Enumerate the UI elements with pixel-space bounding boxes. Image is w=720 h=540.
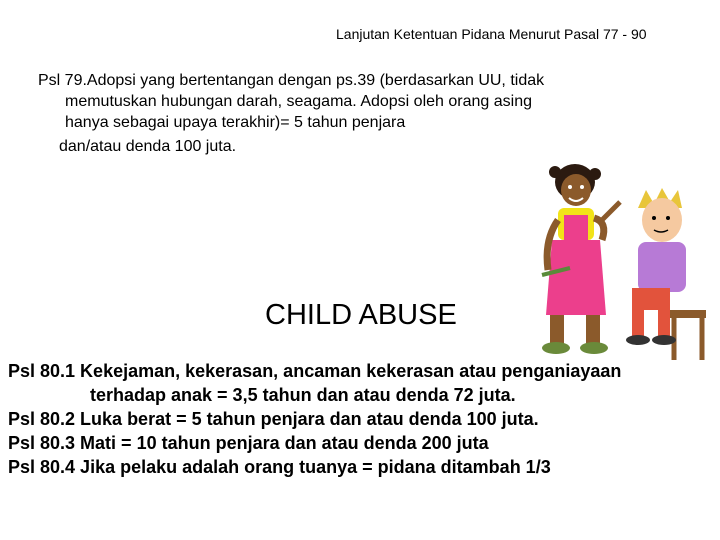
rule-80-2: Psl 80.2 Luka berat = 5 tahun penjara dan atau denda 100 juta.: [8, 409, 539, 429]
psl-80-rules: [8, 359, 720, 479]
rule-80-4: Psl 80.4 Jika pelaku adalah orang tuanya = pidana ditambah 1/3: [8, 457, 551, 477]
children-clipart: [520, 160, 720, 375]
boy-figure: [626, 188, 706, 360]
slide-header: Lanjutan Ketentuan Pidana Menurut Pasal 77 - 90: [336, 26, 647, 42]
rule-80-1: Psl 80.1 Kekejaman, kekerasan, ancaman kekerasan atau penganiayaan: [8, 361, 622, 381]
psl-79-line-1: Psl 79.Adopsi yang bertentangan dengan ps.39 (berdasarkan UU, tidak: [38, 72, 545, 89]
psl-79-line-4: dan/atau denda 100 juta.: [59, 138, 237, 155]
rule-80-3: Psl 80.3 Mati = 10 tahun penjara dan atau denda 200 juta: [8, 433, 489, 453]
girl-figure: [542, 164, 620, 354]
psl-79-paragraph: [38, 70, 618, 157]
section-title: CHILD ABUSE: [265, 299, 457, 331]
psl-79-line-3: hanya sebagai upaya terakhir)= 5 tahun penjara: [65, 114, 406, 131]
psl-79-line-2: memutuskan hubungan darah, seagama. Adopsi oleh orang asing: [65, 93, 532, 110]
rule-80-1-continuation: terhadap anak = 3,5 tahun dan atau denda 72 juta.: [90, 385, 516, 405]
